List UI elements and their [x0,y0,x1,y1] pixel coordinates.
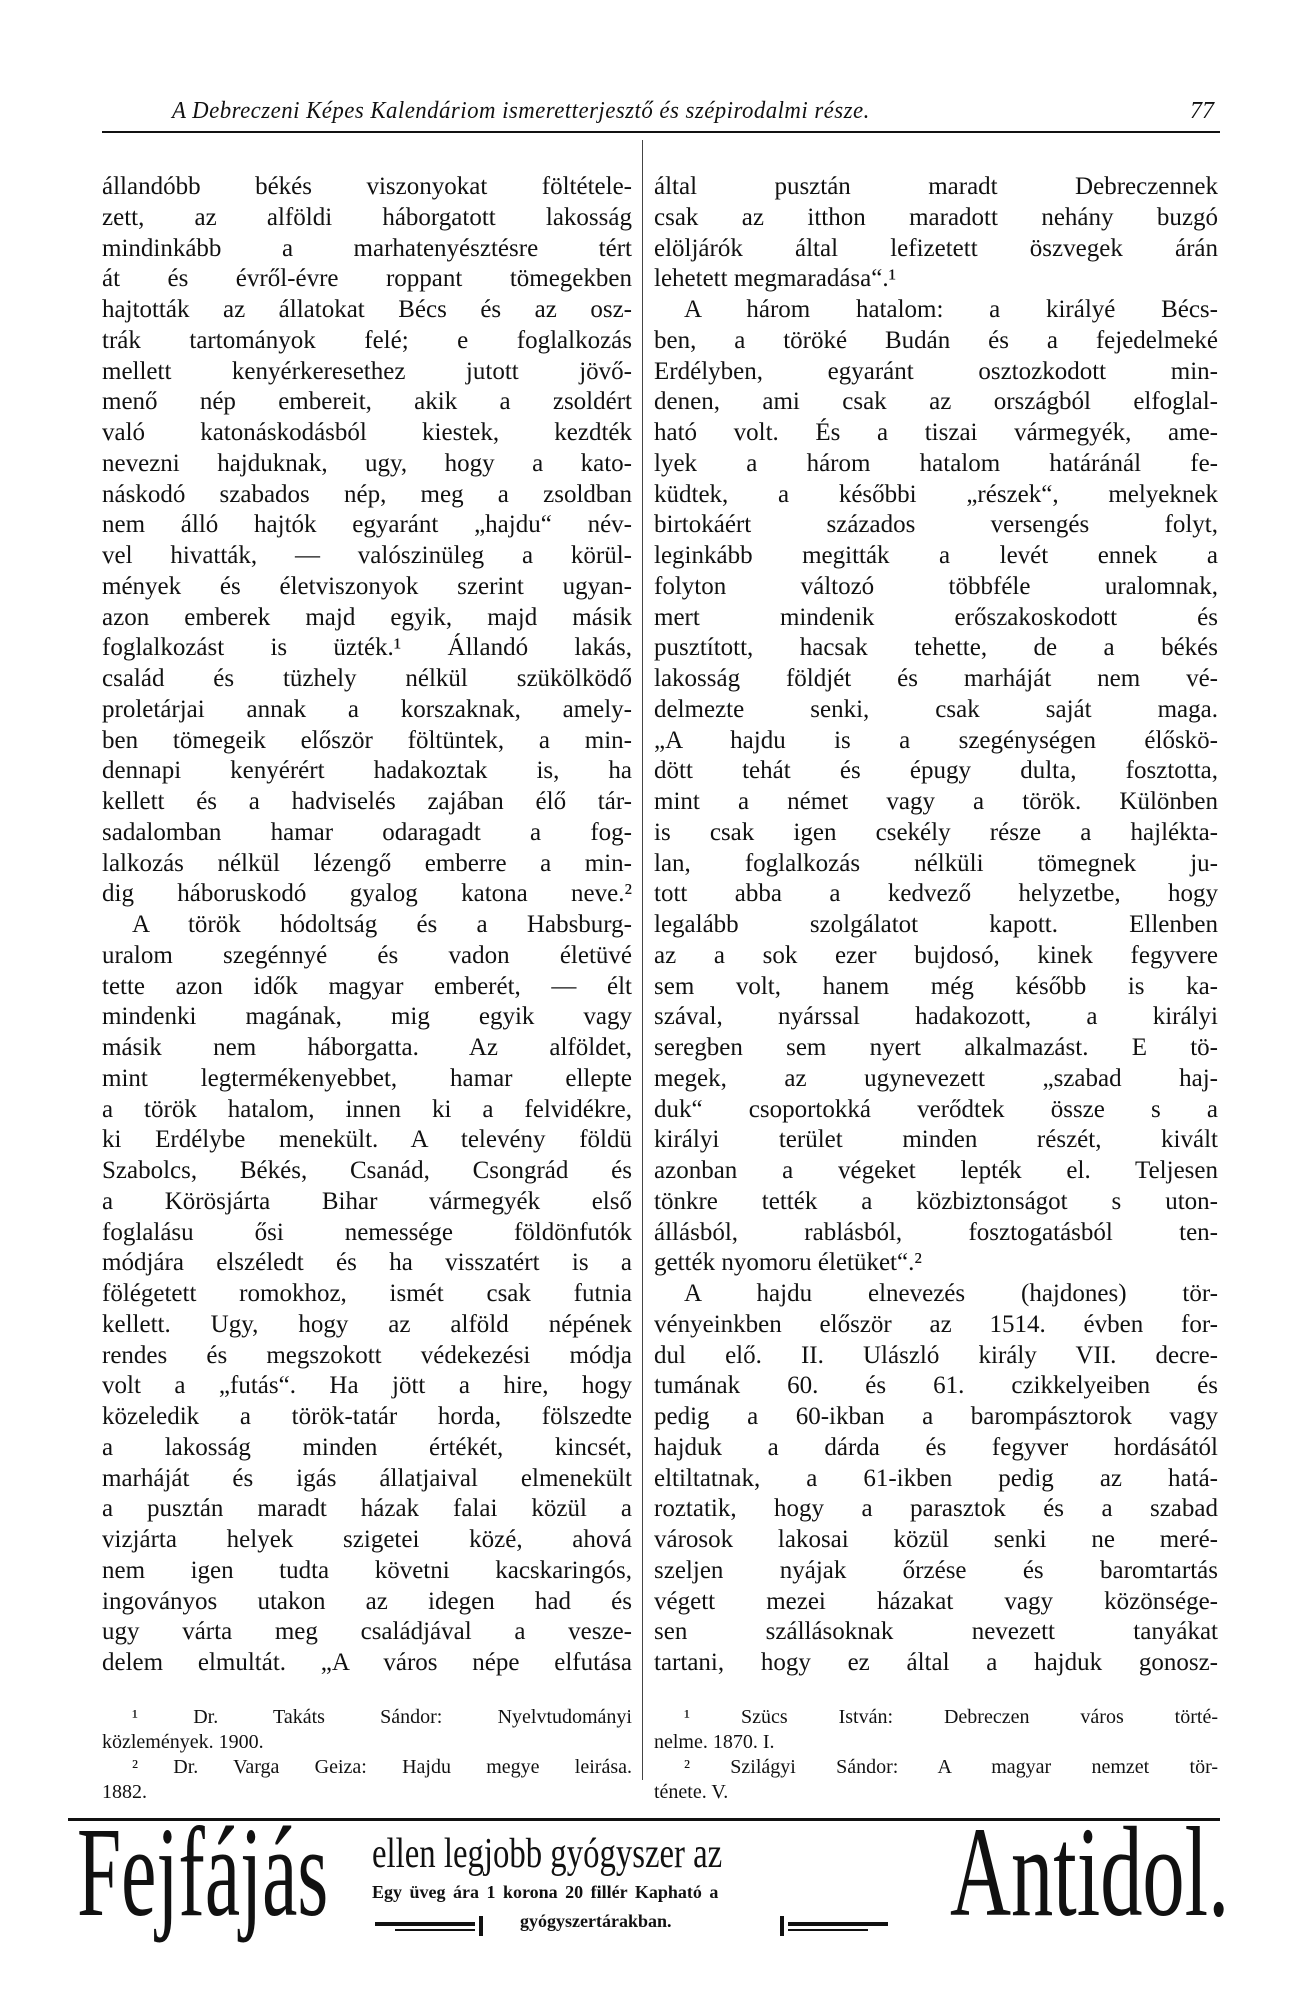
text-line: másik nem háborgatta. Az alföldet, [102,1034,632,1061]
text-line: küdtek, a későbbi „részek“, melyeknek [654,480,1218,508]
text-line: pedig a 60-ikban a barompásztorok vagy [654,1403,1218,1430]
running-header [100,98,1220,128]
footnote-line: ² Szilágyi Sándor: A magyar nemzet tör- [684,1756,1218,1778]
text-line: át és évről-évre roppant tömegekben [102,265,632,293]
text-line: való katonáskodásból kiestek, kezdték [102,419,632,446]
text-line: lyek a három hatalom határánál fe- [654,449,1218,477]
text-line: dig háboruskodó gyalog katona neve.² [102,880,632,908]
text-line: trák tartományok felé; e foglalkozás [102,326,632,354]
text-line: ben, a töröké Budán és a fejedelmeké [654,326,1218,354]
footnote-line: ¹ Dr. Takáts Sándor: Nyelvtudományi [132,1706,632,1728]
text-line: seregben sem nyert alkalmazást. E tö- [654,1034,1218,1061]
footnote-line: nelme. 1870. I. [654,1731,775,1753]
text-line: uralom szegénnyé és vadon életüvé [102,941,632,969]
ad-availability-line: gyógyszertárakban. [520,1911,672,1931]
footnote-line: ¹ Szücs István: Debreczen város törté- [684,1706,1218,1728]
running-title: A Debreczeni Képes Kalendáriom ismeretterjesztő és szépirodalmi része. [172,98,870,124]
text-line: delmezte senki, csak saját maga. [654,695,1218,723]
right-ornament [780,1920,895,1934]
text-line: leginkább megitták a levét ennek a [654,542,1218,569]
text-line: vizjárta helyek szigetei közé, ahová [102,1526,632,1553]
left-ornament [375,1920,490,1934]
text-line: tott abba a kedvező helyzetbe, hogy [654,880,1218,908]
text-line: duk“ csoportokká verődtek össze s a [654,1095,1218,1123]
text-line: dött tehát és épugy dulta, fosztotta, [654,757,1218,785]
ad-headline: Fejfájás [77,1801,329,1943]
text-line: marháját és igás állatjaival elmenekült [102,1464,632,1492]
text-line: tönkre tették a közbiztonságot s uton- [654,1187,1218,1215]
text-line: a lakosság minden értékét, kincsét, [102,1433,632,1461]
text-line: hajtották az állatokat Bécs és az osz- [102,296,632,323]
text-line: sen szállásoknak nevezett tanyákat [654,1618,1218,1646]
text-line: is csak igen csekély része a hajlékta- [654,818,1218,846]
text-line: foglalkozást is üzték.¹ Állandó lakás, [102,634,632,662]
page-number: 77 [1190,98,1214,124]
text-line: menő nép embereit, akik a zsoldért [102,388,632,416]
text-line: mint legtermékenyebbet, hamar ellepte [102,1064,632,1092]
text-line: mények és életviszonyok szerint ugyan- [102,572,632,600]
text-line: A török hódoltság és a Habsburg- [132,911,632,938]
text-line: sem volt, hanem még később is ka- [654,972,1218,1000]
footnote-line: közlemények. 1900. [102,1731,264,1753]
left-footnotes [102,1705,632,1805]
text-line: nem álló hajtók egyaránt „hajdu“ név- [102,511,632,539]
text-line: folyton változó többféle uralomnak, [654,572,1218,600]
text-line: kellett. Ugy, hogy az alföld népének [102,1310,632,1338]
text-line: fölégetett romokhoz, ismét csak futnia [102,1280,632,1307]
text-line: proletárjai annak a korszaknak, amely- [102,695,632,723]
text-line: zett, az alföldi háborgatott lakosság [102,203,632,231]
text-line: azon emberek majd egyik, majd másik [102,603,632,631]
header-rule [102,131,1220,133]
text-line: ki Erdélybe menekült. A televény földü [102,1126,632,1154]
text-line: nevezni hajduknak, ugy, hogy a kato- [102,449,632,477]
text-line: csak az itthon maradott nehány buzgó [654,203,1218,231]
text-line: vel hivatták, — valószinüleg a körül- [102,542,632,569]
text-line: lakosság földjét és marháját nem vé- [654,665,1218,692]
text-line: tartani, hogy ez által a hajduk gonosz- [654,1649,1218,1676]
text-line: volt a „futás“. Ha jött a hire, hogy [102,1372,632,1400]
text-line: náskodó szabados nép, meg a zsoldban [102,480,632,508]
text-line: család és tüzhely nélkül szükölködő [102,665,632,692]
column-divider [642,140,643,1780]
text-line: tette azon idők magyar emberét, — élt [102,972,632,1000]
ad-brand-name: Antidol. [950,1801,1230,1943]
text-line: gették nyomoru életüket“.² [654,1249,922,1277]
text-line: az a sok ezer bujdosó, kinek fegyvere [654,941,1218,969]
text-line: szeljen nyájak őrzése és baromtartás [654,1556,1218,1584]
text-line: nem igen tudta követni kacskaringós, [102,1556,632,1584]
text-line: azonban a végeket lepték el. Teljesen [654,1157,1218,1184]
text-line: mindenki magának, mig egyik vagy [102,1003,632,1031]
footnote-line: ² Dr. Varga Geiza: Hajdu megye leirása. [132,1756,632,1778]
text-line: vényeinkben először az 1514. évben for- [654,1310,1218,1338]
text-line: szával, nyárssal hadakozott, a királyi [654,1003,1218,1031]
text-line: elöljárók által lefizetett öszvegek árán [654,234,1218,262]
text-line: dennapi kenyérért hadakoztak is, ha [102,757,632,785]
text-line: a pusztán maradt házak falai közül a [102,1495,632,1523]
text-line: roztatik, hogy a parasztok és a szabad [654,1495,1218,1523]
text-line: rendes és megszokott védekezési módja [102,1341,632,1369]
text-line: kellett és a hadviselés zajában élő tár- [102,788,632,815]
text-line: A három hatalom: a királyé Bécs- [684,296,1218,323]
text-line: a Körösjárta Bihar vármegyék első [102,1187,632,1215]
right-column [654,172,1218,1679]
text-line: birtokáért százados versengés folyt, [654,511,1218,539]
text-line: tumának 60. és 61. czikkelyeiben és [654,1372,1218,1400]
text-line: ugy várta meg családjával a vesze- [102,1618,632,1646]
left-column [102,172,632,1679]
footnote-line: 1882. [102,1781,147,1803]
advertisement [0,1801,1305,1943]
text-line: mindinkább a marhatenyésztésre tért [102,234,632,262]
text-line: módjára elszéledt és ha visszatért is a [102,1249,632,1277]
text-line: megek, az ugynevezett „szabad haj- [654,1064,1218,1092]
text-line: állásból, rablásból, fosztogatásból ten- [654,1218,1218,1246]
text-line: lan, foglalkozás nélküli tömegnek ju- [654,849,1218,877]
text-line: denen, ami csak az országból elfoglal- [654,388,1218,416]
text-line: delem elmultát. „A város népe elfutása [102,1649,632,1676]
ad-tagline: ellen legjobb gyógyszer az [372,1831,723,1877]
text-line: lehetett megmaradása“.¹ [654,265,897,293]
text-line: sadalomban hamar odaragadt a fog- [102,818,632,846]
text-line: ható volt. És a tiszai vármegyék, ame- [654,419,1218,446]
text-line: a török hatalom, innen ki a felvidékre, [102,1095,632,1123]
text-line: Erdélyben, egyaránt osztozkodott min- [654,357,1218,385]
text-line: végett mezei házakat vagy közönsége- [654,1587,1218,1615]
text-line: városok lakosai közül senki ne meré- [654,1526,1218,1553]
text-line: királyi terület minden részét, kivált [654,1126,1218,1154]
text-line: eltiltatnak, a 61-ikben pedig az hatá- [654,1464,1218,1492]
ad-price-line: Egy üveg ára 1 korona 20 fillér Kapható a [372,1882,719,1902]
text-line: mert mindenik erőszakoskodott és [654,603,1218,631]
text-line: közeledik a török-tatár horda, fölszedte [102,1403,632,1430]
text-line: pusztított, hacsak tehette, de a békés [654,634,1218,662]
text-line: mint a német vagy a török. Különben [654,788,1218,815]
text-line: ingoványos utakon az idegen had és [102,1587,632,1615]
right-footnotes [654,1705,1218,1805]
text-line: „A hajdu is a szegénységen élőskö- [654,726,1218,754]
text-line: által pusztán maradt Debreczennek [654,173,1218,200]
text-line: Szabolcs, Békés, Csanád, Csongrád és [102,1157,632,1184]
text-line: dul elő. II. Ulászló király VII. decre- [654,1341,1218,1369]
text-line: ben tömegeik először föltüntek, a min- [102,726,632,754]
text-line: mellett kenyérkeresethez jutott jövő- [102,357,632,385]
footnote-line: ténete. V. [654,1781,729,1803]
text-line: legalább szolgálatot kapott. Ellenben [654,911,1218,938]
text-line: hajduk a dárda és fegyver hordásától [654,1433,1218,1461]
text-line: A hajdu elnevezés (hajdones) tör- [684,1280,1218,1307]
text-line: foglalásu ősi nemessége földönfutók [102,1218,632,1246]
text-line: állandóbb békés viszonyokat föltétele- [102,173,632,200]
text-line: lalkozás nélkül lézengő emberre a min- [102,849,632,877]
